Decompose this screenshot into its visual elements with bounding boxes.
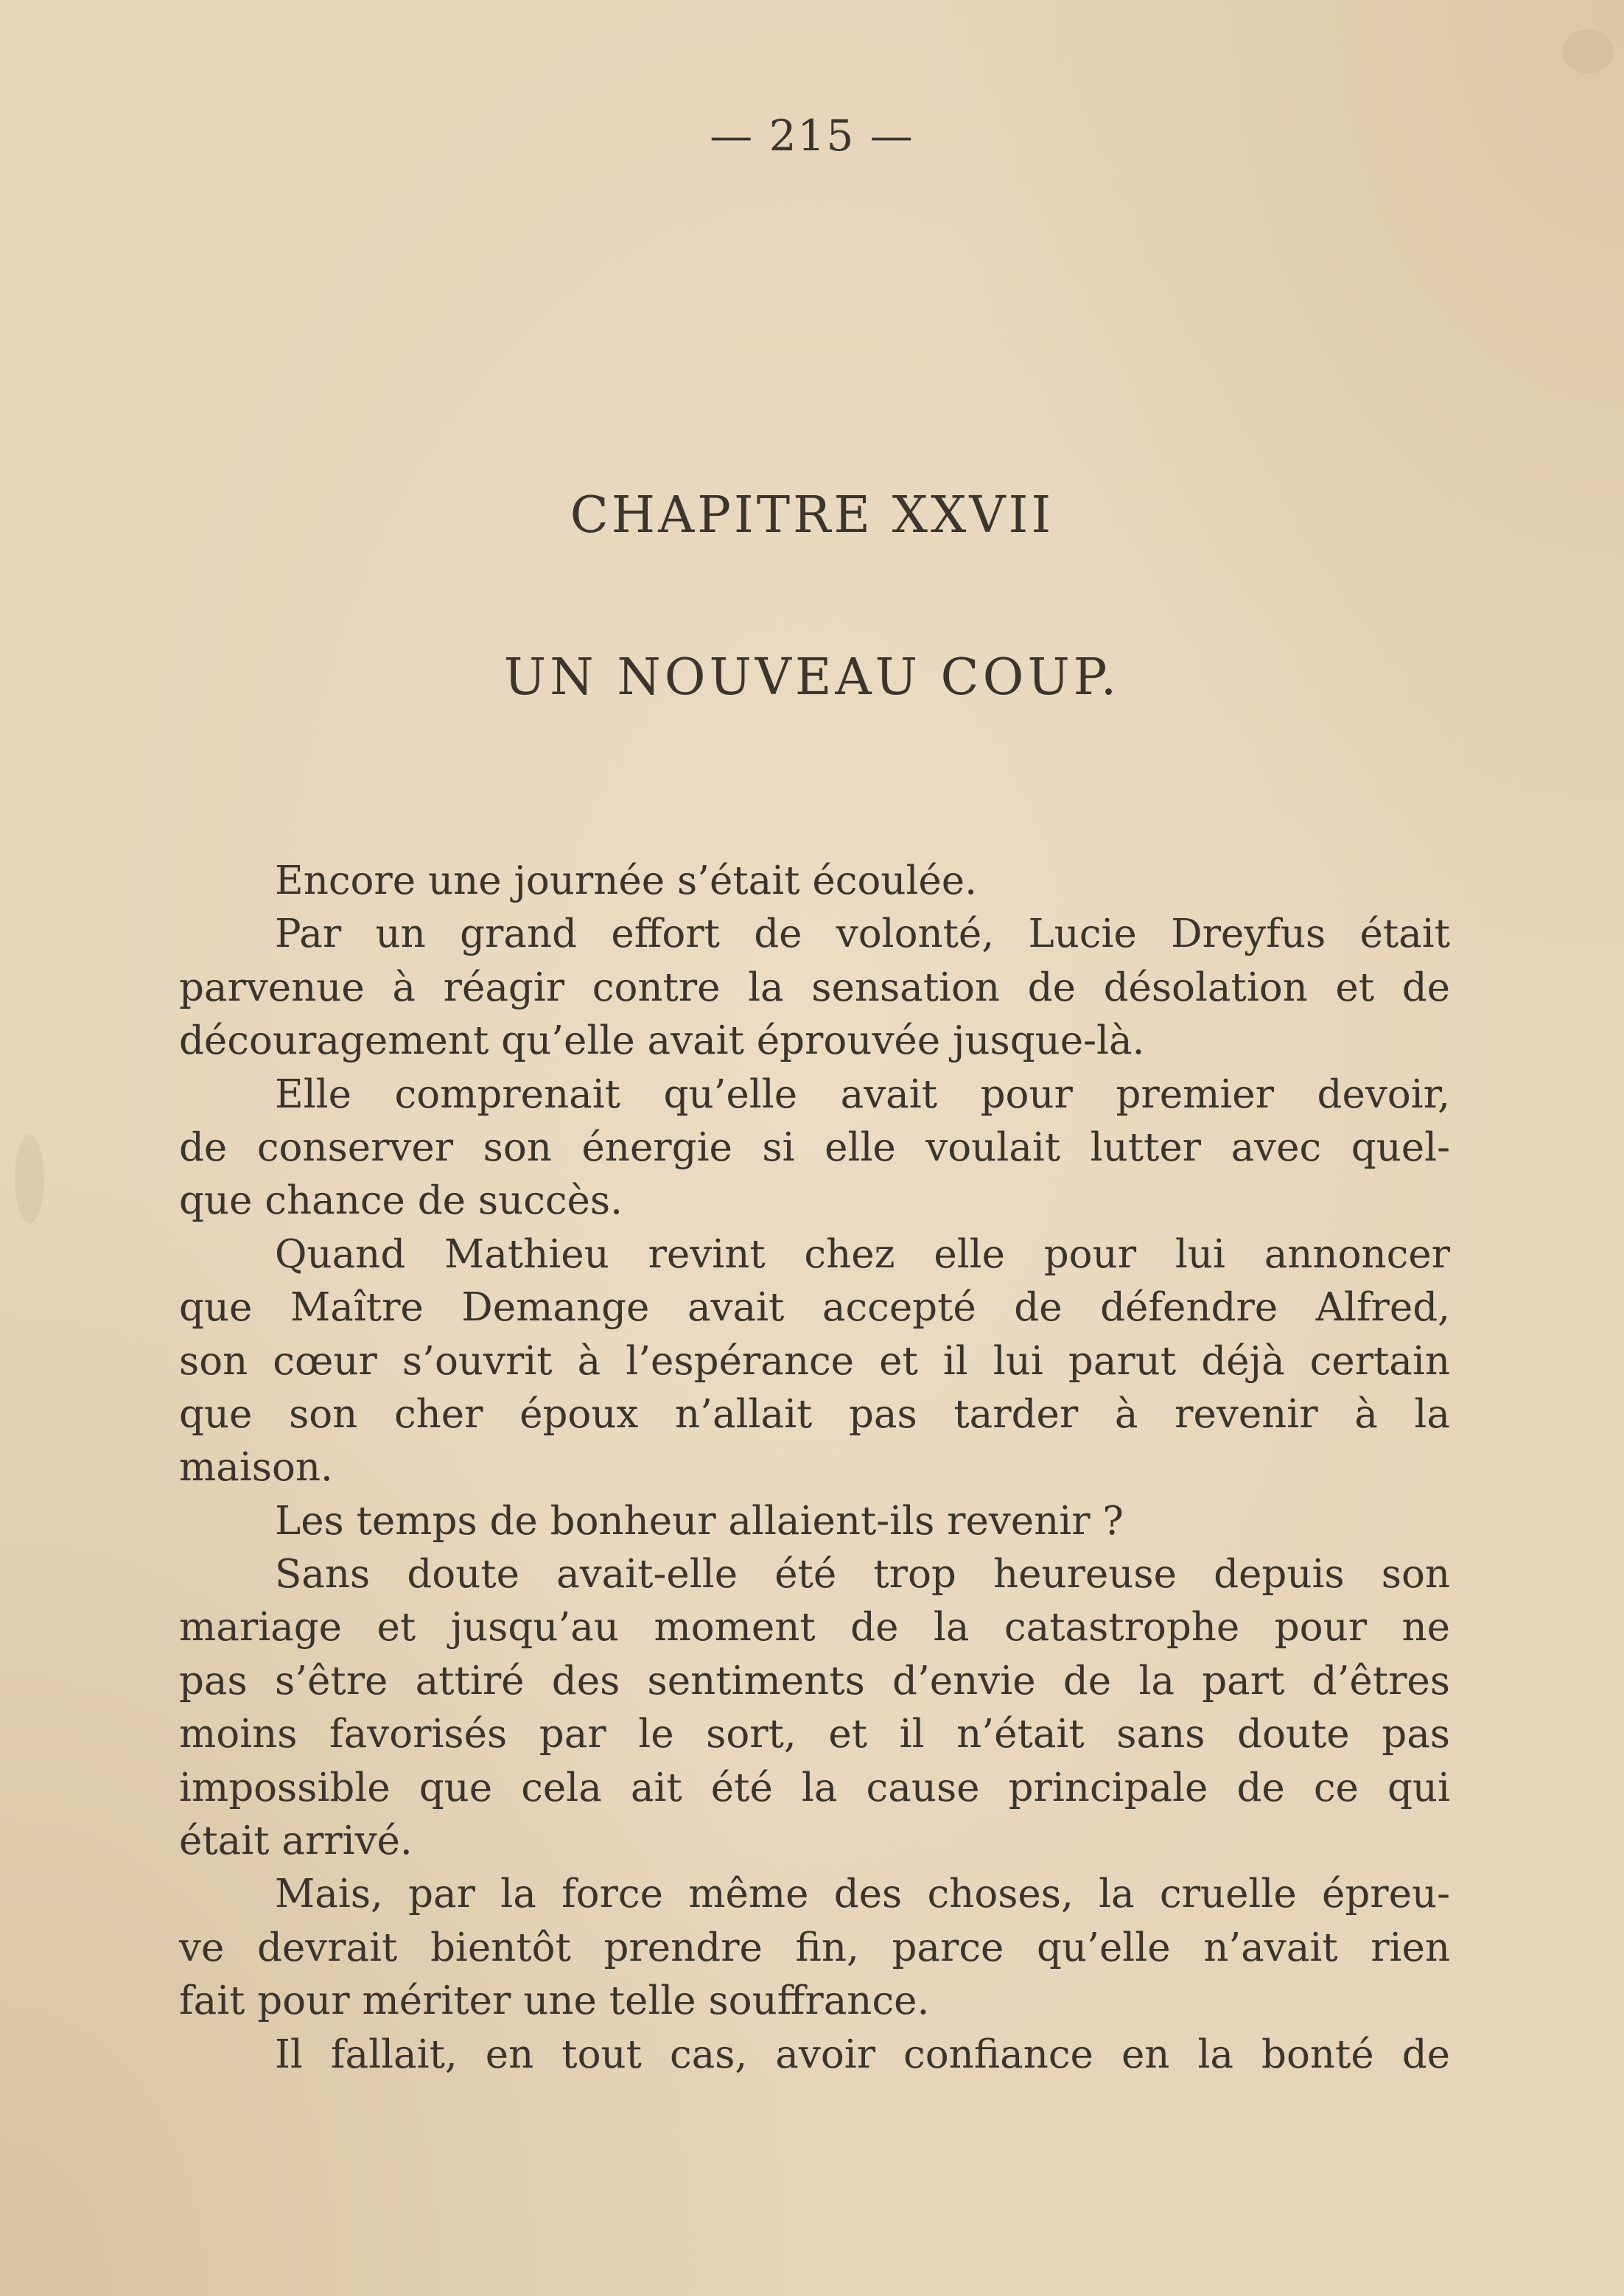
text-line: découragement qu’elle avait éprouvée jusque-là. [179, 1018, 1145, 1064]
chapter-title: CHAPITRE XXVII [570, 486, 1054, 545]
paper-stain [1562, 29, 1614, 74]
text-line: parvenue à réagir contre la sensation de désolation et de [179, 965, 1450, 1010]
text-line: moins favorisés par le sort, et il n’était sans doute pas [179, 1712, 1450, 1757]
paper-stain [15, 1135, 44, 1223]
text-line: maison. [179, 1445, 333, 1491]
text-line: Mais, par la force même des choses, la cruelle épreu- [275, 1872, 1450, 1917]
text-line: que chance de succès. [179, 1178, 623, 1224]
page-number: — 215 — [710, 111, 914, 161]
text-line: impossible que cela ait été la cause principale de ce qui [179, 1765, 1450, 1810]
text-line: Sans doute avait-elle été trop heureuse depuis son [275, 1552, 1450, 1597]
text-line: que Maître Demange avait accepté de défendre Alfred, [179, 1285, 1450, 1331]
text-line: fait pour mériter une telle souffrance. [179, 1978, 930, 2024]
text-line: Elle comprenait qu’elle avait pour premier devoir, [275, 1071, 1450, 1117]
text-line: que son cher époux n’allait pas tarder à revenir à la [179, 1391, 1450, 1437]
text-line: son cœur s’ouvrit à l’espérance et il lui parut déjà certain [179, 1338, 1450, 1384]
text-line: Il fallait, en tout cas, avoir confiance en la bonté de [275, 2031, 1450, 2077]
chapter-subtitle: UN NOUVEAU COUP. [503, 648, 1121, 707]
body-text [179, 855, 1450, 2082]
text-line: ve devrait bientôt prendre fin, parce qu’elle n’avait rien [179, 1925, 1450, 1970]
text-line: mariage et jusqu’au moment de la catastrophe pour ne [179, 1605, 1450, 1651]
text-line: Les temps de bonheur allaient-ils revenir ? [275, 1498, 1124, 1544]
text-line: Encore une journée s’était écoulée. [275, 858, 977, 903]
text-line: Quand Mathieu revint chez elle pour lui annoncer [275, 1231, 1450, 1277]
text-line: Par un grand effort de volonté, Lucie Dreyfus était [275, 911, 1450, 957]
text-line: de conserver son énergie si elle voulait lutter avec quel- [179, 1124, 1450, 1170]
text-line: pas s’être attiré des sentiments d’envie de la part d’êtres [179, 1658, 1450, 1704]
text-line: était arrivé. [179, 1819, 413, 1864]
